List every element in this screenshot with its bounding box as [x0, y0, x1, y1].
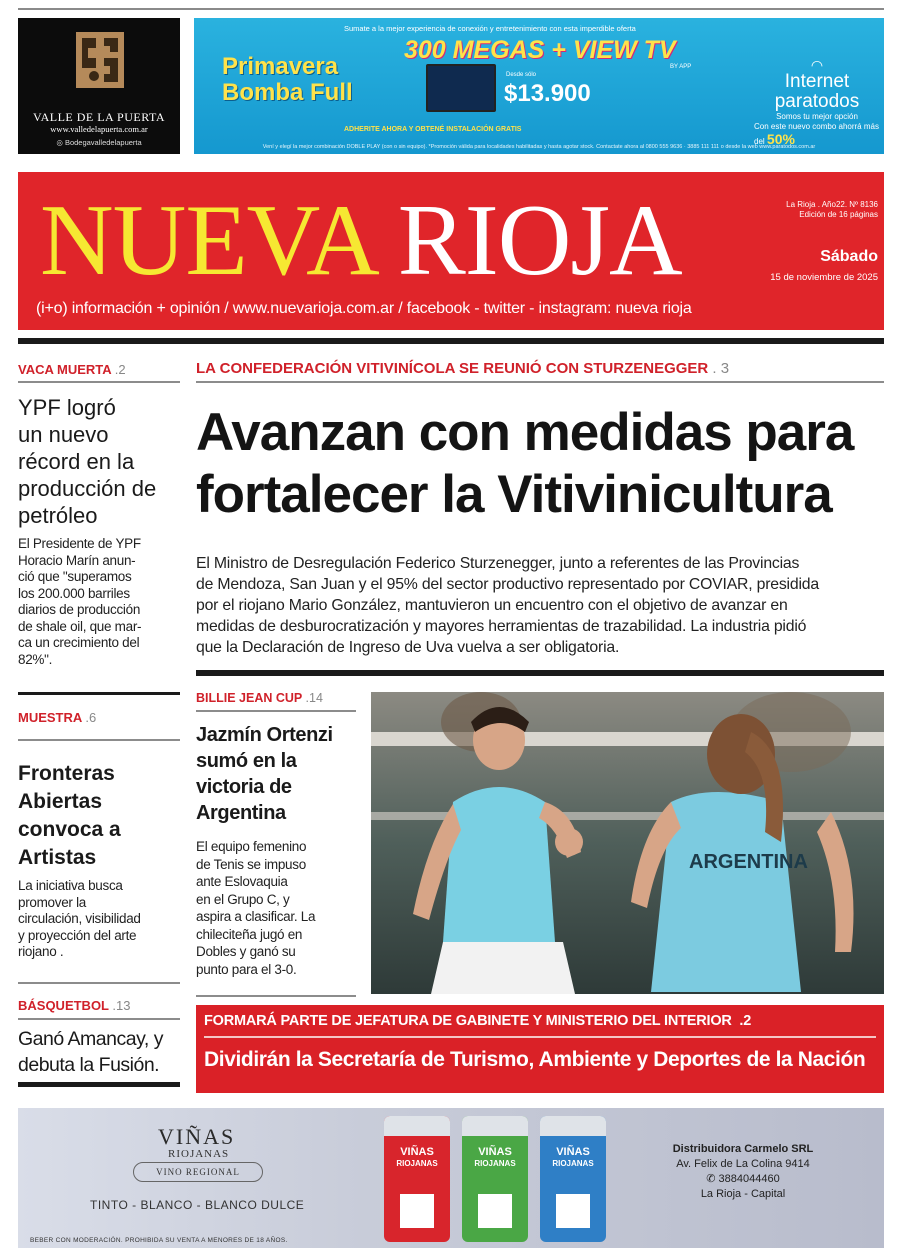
- body-line: Dobles y ganó su: [196, 944, 296, 959]
- can-label: [388, 1146, 446, 1170]
- body-line: promover la: [18, 894, 86, 910]
- lead-line: que la Declaración de Ingreso de Uva vuelva a ser obligatoria.: [196, 639, 620, 656]
- section-vaca-muerta[interactable]: [18, 362, 126, 377]
- divider: [18, 739, 180, 741]
- ad-price: $13.900: [504, 80, 591, 107]
- headline-line: Artistas: [18, 846, 97, 869]
- body-line: El Presidente de YPF: [18, 536, 141, 551]
- divider: [196, 670, 884, 676]
- vaca-muerta-body: [18, 536, 188, 668]
- vinas-types: TINTO - BLANCO - BLANCO DULCE: [90, 1198, 305, 1212]
- ad-by-app: BY APP: [670, 64, 692, 70]
- kicker-text: FORMARÁ PARTE DE JEFATURA DE GABINETE Y MINISTERIO DEL INTERIOR: [204, 1013, 732, 1029]
- masthead: [18, 172, 884, 330]
- billie-body: [196, 838, 366, 978]
- tennis-photo-illustration: [371, 692, 884, 994]
- basquetbol-headline[interactable]: [18, 1026, 194, 1078]
- can-label-line: VIÑAS: [556, 1146, 590, 1158]
- page-number: .6: [85, 710, 97, 725]
- vinas-distributor-info: [658, 1142, 828, 1202]
- body-line: ca un crecimiento del: [18, 635, 140, 650]
- turismo-headline: Dividirán la Secretaría de Turismo, Ambiente y Deportes de la Nación: [204, 1048, 866, 1071]
- ad-fine-print: Vení y elegí la mejor combinación DOBLE PLAY (con o sin equipo). *Promoción válida para localidades habilitadas y hasta agotar stock. Contactate ahora al 0800 555 9636 · 3885 111 111 o desde la web www.paratodos.com.ar: [262, 144, 816, 150]
- body-line: La iniciativa busca: [18, 878, 123, 893]
- body-line: El equipo femenino: [196, 839, 307, 854]
- divider: [18, 1082, 180, 1087]
- body-line: los 200.000 barriles: [18, 585, 130, 601]
- can-label-line: RIOJANAS: [396, 1159, 438, 1168]
- qr-code-icon: [556, 1194, 590, 1228]
- whatsapp-icon: ✆: [706, 1173, 719, 1185]
- body-line: 82%".: [18, 651, 53, 667]
- can-label-line: RIOJANAS: [474, 1159, 516, 1168]
- ad-discount-text: Con este nuevo combo ahorrá más del: [754, 122, 879, 146]
- ad-headline: 300 MEGAS + VIEW TV: [404, 36, 676, 64]
- page-number: . 3: [712, 360, 730, 377]
- section-billie-jean-cup[interactable]: [196, 691, 323, 705]
- section-label: BÁSQUETBOL: [18, 998, 109, 1013]
- distributor-phone-row: [658, 1172, 828, 1187]
- headline-line: Ganó Amancay, y: [18, 1028, 163, 1050]
- body-line: de shale oil, que mar-: [18, 618, 142, 634]
- wine-can-green: [462, 1116, 528, 1242]
- wifi-icon: ◠: [810, 57, 824, 73]
- headline-line: fortalecer la Vitivinicultura: [196, 465, 832, 524]
- edition-line1: La Rioja . Año22. Nº 8136: [786, 200, 878, 209]
- section-label: MUESTRA: [18, 710, 82, 725]
- internet-paratodos-ad[interactable]: [194, 18, 884, 154]
- headline-line: victoria de: [196, 776, 292, 798]
- instagram-icon: ◎: [56, 138, 65, 147]
- body-line: chileciteña jugó en: [196, 926, 303, 942]
- can-label: [544, 1146, 602, 1170]
- qr-code-icon: [478, 1194, 512, 1228]
- muestra-body: [18, 878, 188, 961]
- body-line: riojano .: [18, 944, 64, 959]
- valle-logo-icon: [68, 28, 132, 92]
- valle-de-la-puerta-ad[interactable]: [18, 18, 180, 154]
- section-muestra[interactable]: [18, 710, 96, 725]
- divider: [196, 710, 356, 712]
- vinas-warning: BEBER CON MODERACIÓN. PROHIBIDA SU VENTA A MENORES DE 18 AÑOS.: [30, 1237, 288, 1244]
- headline-line: petróleo: [18, 503, 98, 528]
- main-headline[interactable]: [196, 402, 886, 526]
- divider: [18, 1018, 180, 1020]
- ad-brand-line2: paratodos: [774, 91, 860, 112]
- lead-line: medidas de desburocratización y mayores herramientas de trazabilidad. La industria pidió: [196, 618, 807, 635]
- valle-name: VALLE DE LA PUERTA: [32, 110, 166, 124]
- jersey-text: ARGENTINA: [689, 851, 808, 873]
- turismo-kicker: [204, 1013, 751, 1029]
- ad-brand-line1: Internet: [784, 71, 850, 92]
- body-line: aspira a clasificar. La: [196, 909, 316, 924]
- distributor-name: Distribuidora Carmelo SRL: [672, 1143, 814, 1155]
- edition-line2: Edición de 16 páginas: [799, 210, 878, 219]
- billie-headline[interactable]: [196, 722, 366, 826]
- section-basquetbol[interactable]: [18, 998, 130, 1013]
- distributor-phone: 3884044460: [718, 1173, 780, 1185]
- section-label: BILLIE JEAN CUP: [196, 691, 303, 705]
- main-kicker[interactable]: [196, 360, 729, 377]
- ad-top-line: Sumate a la mejor experiencia de conexión y entretenimiento con esta imperdible oferta: [344, 24, 636, 33]
- muestra-headline[interactable]: [18, 760, 188, 872]
- body-line: y proyección del arte: [18, 927, 137, 943]
- edition-date: 15 de noviembre de 2025: [770, 272, 878, 283]
- lead-line: por el riojano Mario González, mantuvieron un encuentro con el objetivo de avanzar en: [196, 597, 788, 614]
- body-line: ció que "superamos: [18, 569, 132, 584]
- can-top: [540, 1116, 606, 1136]
- can-label-line: RIOJANAS: [552, 1159, 594, 1168]
- page-number: .2: [739, 1013, 752, 1029]
- vinas-subtitle: RIOJANAS: [168, 1148, 230, 1160]
- headline-line: Argentina: [196, 802, 286, 824]
- turismo-banner[interactable]: [196, 1005, 884, 1093]
- lead-line: El Ministro de Desregulación Federico Sturzenegger, junto a referentes de las Provincias: [196, 555, 800, 572]
- ad-cta: ADHERITE AHORA Y OBTENÉ INSTALACIÓN GRATIS: [344, 126, 522, 133]
- divider: [18, 982, 180, 984]
- ad-discount-value: 50%: [766, 131, 795, 147]
- body-line: ante Eslovaquia: [196, 874, 288, 889]
- page-number: .2: [114, 362, 126, 377]
- divider: [196, 995, 356, 997]
- can-label-line: VIÑAS: [478, 1146, 512, 1158]
- body-line: en el Grupo C, y: [196, 891, 290, 907]
- masthead-rule: [18, 338, 884, 344]
- tennis-photo[interactable]: [371, 692, 884, 994]
- headline-line: Fronteras: [18, 762, 115, 785]
- ad-promo-line2: Bomba Full: [222, 79, 353, 106]
- headline-line: un nuevo: [18, 422, 109, 447]
- title-part2: RIOJA: [397, 184, 682, 297]
- masthead-tagline[interactable]: (i+o) información + opinión / www.nuevarioja.com.ar / facebook - twitter - instagram: nueva rioja: [36, 300, 692, 317]
- headline-line: convoca a: [18, 818, 121, 841]
- tv-icon: [426, 64, 496, 112]
- title-part1: NUEVA: [40, 184, 374, 297]
- headline-line: debuta la Fusión.: [18, 1054, 160, 1076]
- headline-line: Avanzan con medidas para: [196, 403, 854, 462]
- divider: [204, 1036, 876, 1038]
- page-number: .14: [305, 691, 323, 705]
- headline-line: Jazmín Ortenzi: [196, 724, 333, 746]
- page-number: .13: [112, 998, 131, 1013]
- qr-code-icon: [400, 1194, 434, 1228]
- section-label: VACA MUERTA: [18, 362, 112, 377]
- headline-line: sumó en la: [196, 750, 297, 772]
- ad-promo-name: [222, 54, 353, 106]
- edition-day: Sábado: [820, 248, 878, 265]
- body-line: de Tenis se impuso: [196, 856, 306, 872]
- headline-line: producción de: [18, 476, 157, 501]
- divider: [18, 692, 180, 695]
- body-line: diarios de producción: [18, 602, 141, 617]
- lead-line: de Mendoza, San Juan y el 95% del sector productivo representado por COVIAR, presidida: [196, 576, 819, 593]
- vinas-badge: VINO REGIONAL: [133, 1162, 263, 1182]
- body-line: circulación, visibilidad: [18, 911, 141, 926]
- edition-info: [763, 200, 878, 220]
- headline-line: YPF logró: [18, 395, 116, 420]
- can-label: [466, 1146, 524, 1170]
- wine-can-red: [384, 1116, 450, 1242]
- vaca-muerta-headline[interactable]: [18, 394, 188, 529]
- ad-brand-tag: Somos tu mejor opción: [776, 112, 858, 121]
- valle-social-handle: Bodegavalledelapuerta: [64, 138, 142, 147]
- distributor-city: La Rioja - Capital: [700, 1188, 786, 1200]
- ad-desde: Desde sólo: [506, 72, 537, 78]
- can-label-line: VIÑAS: [400, 1146, 434, 1158]
- divider: [196, 381, 884, 383]
- top-rule: [18, 8, 884, 10]
- vinas-riojanas-ad[interactable]: [18, 1108, 884, 1248]
- headline-line: Abiertas: [18, 790, 103, 813]
- ad-promo-line1: Primavera: [222, 53, 339, 80]
- wine-can-blue: [540, 1116, 606, 1242]
- kicker-text: LA CONFEDERACIÓN VITIVINÍCOLA SE REUNIÓ CON STURZENEGGER: [196, 360, 709, 377]
- body-line: punto para el 3-0.: [196, 961, 297, 977]
- body-line: Horacio Marín anun-: [18, 552, 136, 568]
- main-lead: [196, 553, 884, 658]
- valle-social: [18, 138, 180, 147]
- distributor-address: Av. Felix de La Colina 9414: [676, 1158, 810, 1170]
- vinas-title: VIÑAS: [158, 1124, 236, 1149]
- can-top: [462, 1116, 528, 1136]
- valle-web: www.valledelapuerta.com.ar: [50, 124, 148, 134]
- divider: [18, 381, 180, 383]
- ad-brand: [762, 58, 872, 122]
- can-top: [384, 1116, 450, 1136]
- newspaper-title: [40, 182, 682, 300]
- headline-line: récord en la: [18, 449, 135, 474]
